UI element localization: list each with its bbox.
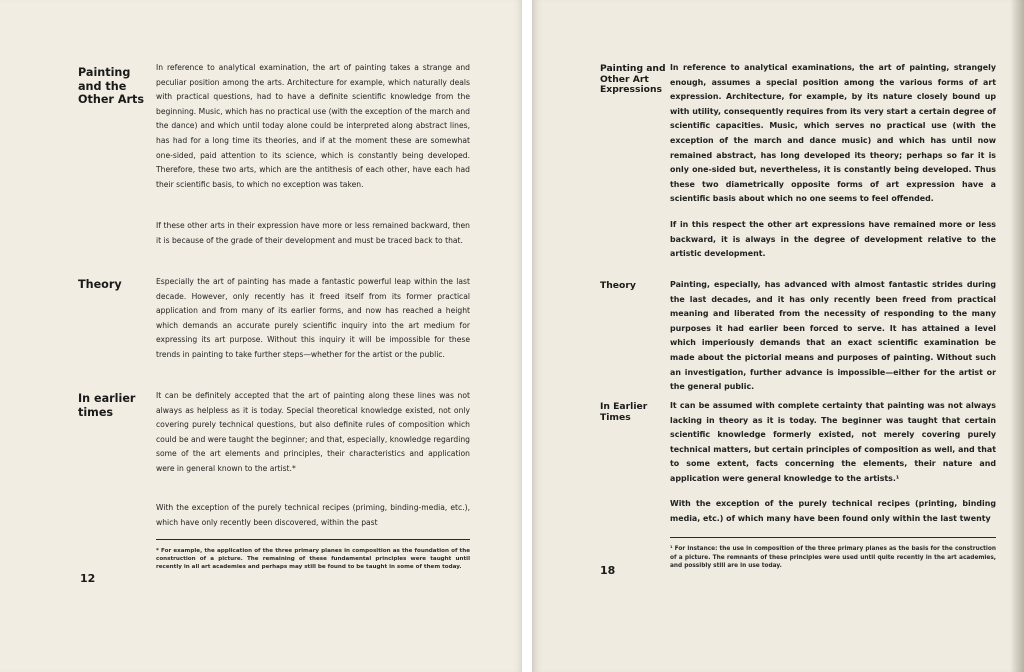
side-heading-theory: Theory	[600, 280, 636, 291]
paragraph-4: It can be assumed with complete certainty that painting was not always lacking in theory as it is today. The beginner was taught that certain scientific knowledge formerly existed, not merely covering purely technical matters, but certain principles of composition as well, and that to some extent, facts concerning the elements, their nature and application were general knowledge to the artists.¹	[670, 401, 996, 483]
page-number: 18	[600, 564, 616, 577]
paragraph-1: In reference to analytical examination, the art of painting takes a strange and peculiar position among the arts. Architecture for example, which naturally deals with practical questions, had to have a definite scientific knowledge from the beginning. Music, which has no practical use (with the exception of the march and the dance) and which until today alone could be interpreted along abstract lines, has had for a long time its theories, and if at the moment these are somewhat one-sided, paid attention to its science, which is constantly being developed. Therefore, these two arts, which are the antithesis of each other, have each had their scientific basis, to which no exception was taken.	[156, 63, 470, 189]
side-heading-earlier-times: In Earlier Times	[600, 401, 648, 423]
page-number: 12	[80, 572, 96, 585]
footnote-rule	[670, 537, 996, 538]
paragraph-3: Painting, especially, has advanced with almost fantastic strides during the last decades, and it has only recently been freed from practical meaning and liberated from the necessity of responding to the many purposes it had earlier been forced to serve. It has attained a level which imperiously demands that an exact scientific examination be made about the pictorial means and purposes of painting. Without such an investigation, further advance is impossible—either for the artist or the general public.	[670, 280, 996, 392]
paragraph-2: If these other arts in their expression have more or less remained backward, then it is because of the grade of their development and must be traced back to that.	[156, 221, 470, 245]
paragraph-5: With the exception of the purely technical recipes (priming, binding-media, etc.), which have only recently been discovered, within the past	[156, 503, 470, 527]
side-heading-painting: Painting and Other Art Expressions	[600, 63, 666, 95]
side-heading-painting: Painting and the Other Arts	[78, 66, 145, 106]
paragraph-4: It can be definitely accepted that the art of painting along these lines was not always as helpless as it is today. Special theoretical knowledge existed, not only covering purely technical questions, but also definite rules of composition which could be and were taught the beginner; and that, especially, knowledge regarding some of the art elements and principles, their characteristics and application were in general known to the artist.*	[156, 391, 470, 473]
footnote: * For example, the application of the three primary planes in composition as the foundation of the construction of a picture. The remaining of these fundamental principles were taught until recently in all art academies and perhaps may still be found to be taught in some of them today.	[156, 548, 470, 571]
side-heading-earlier-times: In earlier times	[78, 392, 136, 419]
right-page	[532, 0, 1024, 672]
footnote: ¹ For instance: the use in composition of the three primary planes as the basis for the construction of a picture. The remnants of these principles were used until quite recently in the art academies, and possibly still are in use today.	[670, 546, 996, 570]
footnote-rule	[156, 539, 470, 540]
paragraph-2: If in this respect the other art expressions have remained more or less backward, it is always in the degree of development relative to the artistic development.	[670, 220, 996, 259]
paragraph-1: In reference to analytical examinations, the art of painting, strangely enough, assumes a special position among the various forms of art expression. Architecture, for example, by its nature closely bound up with utility, consequently requires from its very start a certain degree of scientific capacities. Music, which serves no practical use (with the exception of the march and dance music) and which has until now remained abstract, has long developed its theory; perhaps so far it is only one-sided but, nevertheless, it is constantly being developed. Thus these two diametrically opposite forms of art expression have a scientific basis about which no one seems to feel offended.	[670, 63, 996, 204]
side-heading-theory: Theory	[78, 278, 122, 291]
paragraph-3: Especially the art of painting has made a fantastic powerful leap within the last decade. However, only recently has it freed itself from its former practical application and from many of its earlier forms, and now has reached a height which demands an accurate purely scientific inquiry into the art medium for expressing its art purpose. Without this inquiry it will be impossible for these trends in painting to take further steps—whether for the artist or the public.	[156, 277, 470, 359]
paragraph-5: With the exception of the purely technical recipes (printing, binding media, etc.) of which many have been found only within the last twenty	[670, 499, 996, 523]
